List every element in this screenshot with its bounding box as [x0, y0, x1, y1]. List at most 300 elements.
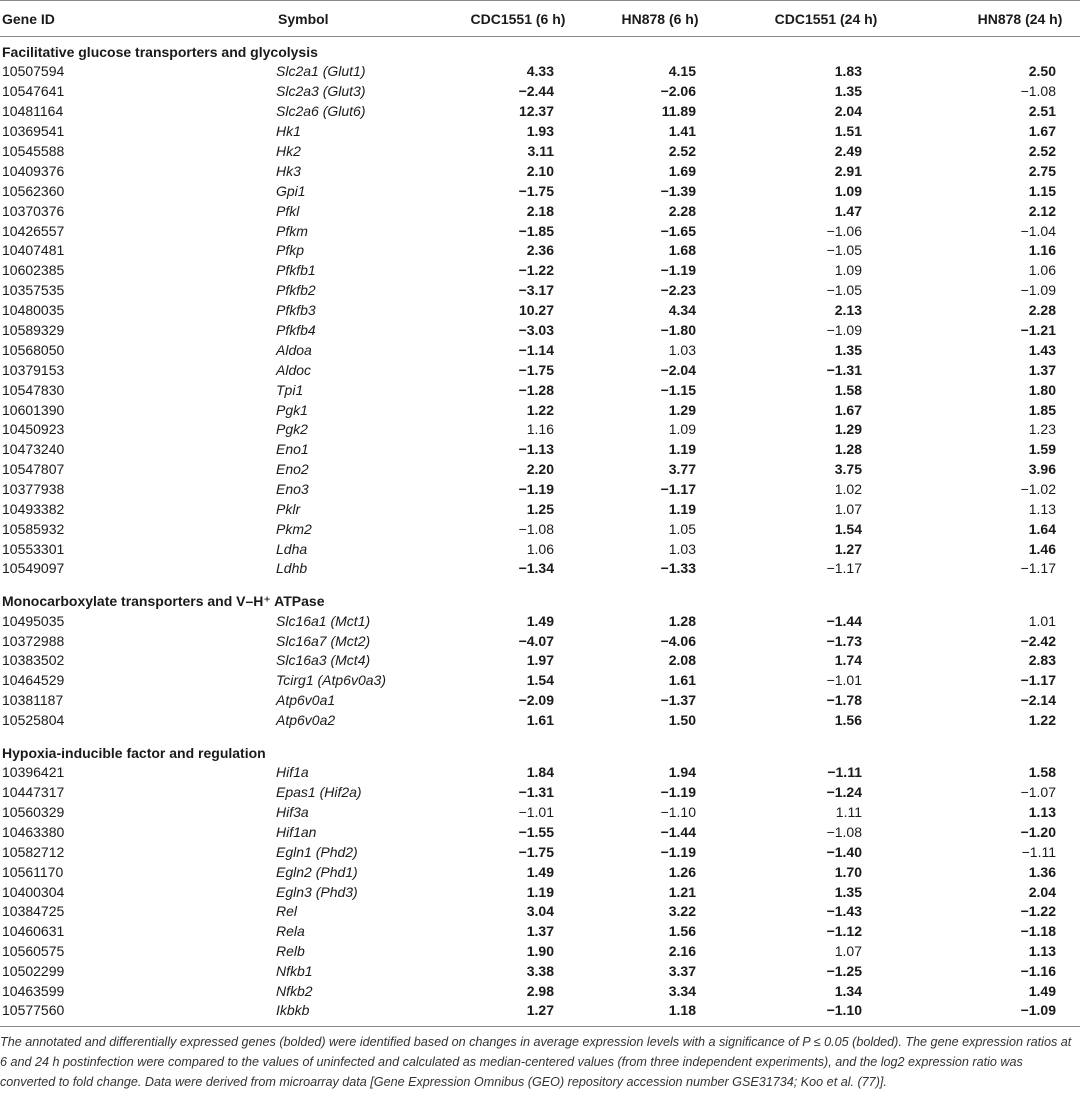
value-cell-cdc1551-24h: 1.47	[834, 202, 862, 219]
value-cell-hn878-24h: −1.21	[1020, 322, 1056, 339]
value-cell-hn878-6h: 3.77	[668, 461, 696, 478]
value-cell-cdc1551-24h: −1.78	[826, 692, 862, 709]
section-header-row	[0, 736, 1080, 763]
gene-id-cell: 10384725	[2, 903, 65, 920]
gene-id-cell: 10396421	[2, 764, 65, 781]
value-cell-hn878-6h: 3.37	[668, 963, 696, 980]
table-row	[0, 221, 1080, 241]
value-cell-cdc1551-24h: 1.27	[834, 540, 862, 557]
value-cell-hn878-24h: −1.16	[1020, 963, 1056, 980]
value-cell-cdc1551-6h: 3.11	[527, 143, 554, 159]
value-cell-cdc1551-24h: 1.07	[834, 943, 862, 960]
gene-id-cell: 10547807	[2, 461, 65, 478]
value-cell-hn878-24h: 1.59	[1028, 441, 1056, 458]
symbol-cell: Slc16a3 (Mct4)	[276, 652, 371, 669]
symbol-cell: Slc16a1 (Mct1)	[276, 612, 371, 629]
symbol-cell: Pklr	[276, 501, 301, 518]
value-cell-hn878-6h: 2.08	[668, 652, 696, 669]
value-cell-hn878-24h: −1.17	[1020, 672, 1056, 689]
value-cell-hn878-24h: 2.75	[1028, 162, 1056, 179]
value-cell-hn878-6h: 1.03	[668, 341, 696, 358]
gene-id-cell: 10409376	[2, 162, 65, 179]
value-cell-cdc1551-24h: 1.54	[834, 520, 862, 537]
table-row	[0, 241, 1080, 261]
value-cell-cdc1551-6h: −4.07	[518, 632, 554, 649]
value-cell-hn878-6h: −1.19	[660, 843, 696, 860]
gene-id-cell: 10480035	[2, 302, 65, 319]
value-cell-hn878-24h: 1.46	[1028, 540, 1056, 557]
gene-id-cell: 10383502	[2, 652, 65, 669]
value-cell-cdc1551-24h: −1.43	[826, 903, 862, 920]
section-title: Facilitative glucose transporters and glycolysis	[2, 44, 318, 60]
gene-id-cell: 10463599	[2, 982, 65, 999]
symbol-cell: Pfkp	[276, 242, 305, 259]
value-cell-cdc1551-6h: 1.61	[526, 711, 554, 728]
symbol-cell: Relb	[276, 943, 305, 960]
value-cell-cdc1551-6h: 1.37	[526, 923, 554, 940]
symbol-cell: Gpi1	[276, 182, 306, 199]
value-cell-hn878-6h: 1.29	[668, 401, 696, 418]
symbol-cell: Hif1a	[276, 764, 309, 781]
table-row	[0, 102, 1080, 122]
symbol-cell: Atp6v0a1	[276, 692, 336, 709]
gene-id-cell: 10560575	[2, 943, 65, 960]
value-cell-hn878-6h: 2.16	[668, 943, 696, 960]
symbol-cell: Aldoc	[276, 361, 312, 378]
value-cell-hn878-24h: 1.06	[1028, 262, 1056, 279]
table-row	[0, 360, 1080, 380]
value-cell-cdc1551-6h: 12.37	[518, 103, 554, 120]
value-cell-cdc1551-24h: −1.17	[826, 560, 862, 577]
value-cell-hn878-6h: 11.89	[661, 103, 696, 120]
gene-id-cell: 10379153	[2, 361, 65, 378]
value-cell-hn878-24h: 1.67	[1028, 123, 1056, 140]
value-cell-cdc1551-6h: 1.22	[526, 401, 554, 418]
table-row	[0, 962, 1080, 982]
value-cell-hn878-6h: 3.22	[668, 903, 696, 920]
symbol-cell: Ikbkb	[276, 1001, 454, 1027]
gene-id-cell: 10450923	[2, 421, 65, 438]
symbol-cell: Pfkl	[276, 202, 300, 219]
table-row	[0, 440, 1080, 460]
value-cell-hn878-6h: −1.19	[660, 262, 696, 279]
value-cell-cdc1551-24h: −1.24	[826, 784, 862, 801]
gene-id-cell: 10426557	[2, 222, 65, 239]
value-cell-cdc1551-24h: 2.91	[834, 162, 862, 179]
value-cell-cdc1551-6h: −1.22	[518, 262, 554, 279]
value-cell-hn878-24h: 2.12	[1028, 202, 1056, 219]
header-gene-id: Gene ID	[0, 1, 276, 37]
symbol-cell: Hif1an	[276, 823, 317, 840]
gene-id-cell: 10585932	[2, 520, 65, 537]
value-cell-hn878-6h: −2.23	[660, 282, 696, 299]
value-cell-hn878-24h: 2.51	[1028, 103, 1056, 120]
value-cell-hn878-6h: −2.06	[660, 83, 696, 100]
value-cell-hn878-24h: 1.13	[1028, 803, 1056, 820]
value-cell-hn878-6h: 1.61	[668, 672, 696, 689]
symbol-cell: Slc16a7 (Mct2)	[276, 632, 371, 649]
value-cell-cdc1551-24h: 1.07	[834, 501, 862, 518]
table-row	[0, 500, 1080, 520]
gene-id-cell: 10463380	[2, 823, 65, 840]
gene-id-cell: 10370376	[2, 202, 65, 219]
symbol-cell: Slc2a6 (Glut6)	[276, 103, 366, 120]
table-row	[0, 480, 1080, 500]
value-cell-hn878-6h: 3.34	[668, 982, 696, 999]
value-cell-hn878-6h: 1.26	[668, 863, 696, 880]
value-cell-cdc1551-6h: 2.20	[526, 461, 554, 478]
value-cell-hn878-24h: −1.04	[1020, 222, 1056, 239]
value-cell-hn878-6h: −4.06	[660, 632, 696, 649]
table-row	[0, 611, 1080, 631]
gene-id-cell: 10549097	[2, 560, 65, 577]
value-cell-cdc1551-6h: 2.10	[526, 162, 554, 179]
value-cell-hn878-24h: 1.16	[1028, 242, 1056, 259]
header-cdc1551-24h: CDC1551 (24 h)	[720, 1, 886, 37]
value-cell-cdc1551-6h: −1.55	[518, 823, 554, 840]
table-row	[0, 142, 1080, 162]
value-cell-hn878-6h: −1.37	[660, 692, 696, 709]
value-cell-hn878-6h: −1.65	[660, 222, 696, 239]
gene-id-cell: 10495035	[2, 612, 65, 629]
value-cell-cdc1551-6h: −1.08	[518, 520, 554, 537]
gene-id-cell: 10568050	[2, 341, 65, 358]
table-row	[0, 862, 1080, 882]
symbol-cell: Hif3a	[276, 803, 309, 820]
gene-id-cell: 10560329	[2, 803, 65, 820]
gene-id-cell: 10507594	[2, 63, 65, 80]
symbol-cell: Hk2	[276, 143, 301, 159]
value-cell-hn878-24h: 2.28	[1028, 302, 1056, 319]
value-cell-cdc1551-6h: 2.98	[526, 982, 554, 999]
value-cell-hn878-24h: 1.15	[1028, 182, 1056, 199]
table-body	[0, 37, 1080, 1027]
symbol-cell: Aldoa	[276, 341, 312, 358]
gene-id-cell: 10561170	[2, 863, 64, 880]
header-hn878-6h: HN878 (6 h)	[578, 1, 720, 37]
value-cell-hn878-6h: 1.09	[668, 421, 696, 438]
value-cell-cdc1551-24h: 1.51	[834, 123, 862, 140]
value-cell-hn878-6h: −1.80	[660, 322, 696, 339]
value-cell-cdc1551-6h: 2.36	[526, 242, 554, 259]
value-cell-cdc1551-6h: 2.18	[526, 202, 554, 219]
value-cell-cdc1551-6h: 10.27	[518, 302, 554, 319]
value-cell-cdc1551-24h: −1.05	[826, 242, 862, 259]
value-cell-cdc1551-6h: 4.33	[526, 63, 554, 80]
value-cell-cdc1551-6h: 1.19	[526, 883, 554, 900]
symbol-cell: Epas1 (Hif2a)	[276, 784, 362, 801]
table-row	[0, 122, 1080, 142]
value-cell-cdc1551-24h: 1.74	[834, 652, 862, 669]
value-cell-cdc1551-6h: 1.93	[526, 123, 554, 140]
gene-id-cell: 10493382	[2, 501, 65, 518]
value-cell-cdc1551-24h: 1.11	[835, 803, 862, 820]
value-cell-hn878-6h: 1.19	[668, 501, 696, 518]
value-cell-cdc1551-24h: −1.01	[826, 672, 862, 689]
value-cell-hn878-6h: 1.19	[668, 441, 696, 458]
header-row	[0, 1, 1080, 37]
table-row	[0, 460, 1080, 480]
gene-id-cell: 10481164	[2, 103, 64, 120]
table-row	[0, 671, 1080, 691]
gene-id-cell: 10547641	[2, 83, 65, 100]
value-cell-cdc1551-24h: −1.10	[720, 1001, 886, 1027]
gene-id-cell: 10562360	[2, 182, 65, 199]
value-cell-hn878-24h: −1.18	[1020, 923, 1056, 940]
value-cell-cdc1551-24h: 1.35	[834, 83, 862, 100]
value-cell-hn878-24h: 3.96	[1028, 461, 1056, 478]
value-cell-hn878-6h: 1.69	[668, 162, 696, 179]
gene-id-cell: 10582712	[2, 843, 65, 860]
symbol-cell: Rela	[276, 923, 305, 940]
value-cell-cdc1551-6h: −1.75	[518, 182, 554, 199]
table-row	[0, 631, 1080, 651]
value-cell-cdc1551-24h: −1.31	[826, 361, 862, 378]
value-cell-cdc1551-24h: 1.35	[834, 341, 862, 358]
symbol-cell: Pgk1	[276, 401, 308, 418]
value-cell-cdc1551-6h: −1.75	[518, 361, 554, 378]
value-cell-hn878-6h: 2.52	[668, 143, 696, 159]
value-cell-cdc1551-24h: 1.09	[834, 182, 862, 199]
gene-id-cell: 10381187	[2, 692, 64, 709]
table-row	[0, 902, 1080, 922]
value-cell-hn878-6h: 1.03	[668, 540, 696, 557]
table-row	[0, 982, 1080, 1002]
value-cell-cdc1551-24h: 1.34	[834, 982, 862, 999]
table-row	[0, 420, 1080, 440]
value-cell-cdc1551-24h: −1.12	[826, 923, 862, 940]
symbol-cell: Pfkfb1	[276, 262, 316, 279]
value-cell-hn878-24h: 2.83	[1028, 652, 1056, 669]
section-title: Monocarboxylate transporters and V–H⁺ ATPase	[2, 593, 325, 610]
value-cell-cdc1551-24h: 1.83	[834, 63, 862, 80]
value-cell-cdc1551-24h: 3.75	[834, 461, 862, 478]
value-cell-hn878-24h: 2.52	[1028, 143, 1056, 159]
value-cell-cdc1551-24h: −1.25	[826, 963, 862, 980]
symbol-cell: Nfkb2	[276, 982, 313, 999]
gene-id-cell: 10369541	[2, 123, 65, 140]
table-row	[0, 842, 1080, 862]
value-cell-cdc1551-24h: 1.02	[834, 481, 862, 498]
value-cell-cdc1551-24h: 1.09	[834, 262, 862, 279]
table-row	[0, 380, 1080, 400]
value-cell-cdc1551-6h: −1.13	[518, 441, 554, 458]
table-row	[0, 1001, 1080, 1027]
table-row	[0, 711, 1080, 736]
value-cell-cdc1551-24h: 2.04	[834, 103, 862, 120]
table-row	[0, 82, 1080, 102]
table-row	[0, 400, 1080, 420]
symbol-cell: Egln2 (Phd1)	[276, 863, 358, 880]
symbol-cell: Hk3	[276, 162, 301, 179]
value-cell-cdc1551-24h: −1.11	[827, 764, 862, 781]
value-cell-cdc1551-24h: 1.56	[834, 711, 862, 728]
symbol-cell: Pkm2	[276, 520, 312, 537]
value-cell-cdc1551-24h: 1.67	[834, 401, 862, 418]
symbol-cell: Ldha	[276, 540, 308, 557]
value-cell-cdc1551-24h: −1.09	[826, 322, 862, 339]
value-cell-cdc1551-6h: −1.01	[518, 803, 554, 820]
symbol-cell: Pfkfb4	[276, 322, 316, 339]
value-cell-cdc1551-6h: −1.19	[518, 481, 554, 498]
value-cell-cdc1551-6h: −3.03	[518, 322, 554, 339]
gene-id-cell: 10447317	[2, 784, 65, 801]
table-row	[0, 161, 1080, 181]
table-row	[0, 942, 1080, 962]
symbol-cell: Tcirg1 (Atp6v0a3)	[276, 672, 386, 689]
value-cell-hn878-24h: −1.11	[1021, 843, 1056, 860]
value-cell-hn878-6h: −1.19	[660, 784, 696, 801]
gene-id-cell: 10602385	[2, 262, 65, 279]
value-cell-cdc1551-6h: 1.16	[526, 421, 554, 438]
header-hn878-24h: HN878 (24 h)	[886, 1, 1080, 37]
value-cell-hn878-6h: 1.18	[578, 1001, 720, 1027]
table-row	[0, 763, 1080, 783]
value-cell-hn878-24h: 2.50	[1028, 63, 1056, 80]
value-cell-hn878-6h: −1.17	[660, 481, 696, 498]
value-cell-hn878-24h: −1.02	[1020, 481, 1056, 498]
value-cell-hn878-6h: 1.21	[668, 883, 696, 900]
value-cell-hn878-24h: −1.22	[1020, 903, 1056, 920]
gene-id-cell: 10407481	[2, 242, 65, 259]
value-cell-hn878-24h: −1.07	[1020, 784, 1056, 801]
gene-id-cell: 10372988	[2, 632, 65, 649]
gene-id-cell: 10545588	[2, 143, 65, 159]
table-row	[0, 301, 1080, 321]
value-cell-hn878-6h: 4.34	[668, 302, 696, 319]
value-cell-cdc1551-6h: 3.38	[526, 963, 554, 980]
symbol-cell: Slc2a1 (Glut1)	[276, 63, 366, 80]
table-row	[0, 539, 1080, 559]
value-cell-hn878-24h: 1.85	[1028, 401, 1056, 418]
value-cell-hn878-24h: −1.08	[1020, 83, 1056, 100]
value-cell-hn878-24h: 1.43	[1028, 341, 1056, 358]
gene-id-cell: 10473240	[2, 441, 65, 458]
value-cell-hn878-6h: 4.15	[668, 63, 696, 80]
symbol-cell: Ldhb	[276, 560, 308, 577]
symbol-cell: Atp6v0a2	[276, 711, 336, 728]
value-cell-hn878-6h: 1.28	[668, 612, 696, 629]
value-cell-hn878-6h: 1.41	[668, 123, 696, 140]
symbol-cell: Tpi1	[276, 381, 304, 398]
table-header	[0, 1, 1080, 37]
symbol-cell: Eno1	[276, 441, 309, 458]
value-cell-hn878-6h: 1.50	[668, 711, 696, 728]
section-header-row	[0, 37, 1080, 63]
value-cell-cdc1551-6h: 1.54	[526, 672, 554, 689]
symbol-cell: Nfkb1	[276, 963, 313, 980]
value-cell-cdc1551-24h: 1.70	[834, 863, 862, 880]
value-cell-cdc1551-6h: 1.25	[526, 501, 554, 518]
gene-id-cell: 10400304	[2, 883, 65, 900]
value-cell-cdc1551-6h: −1.14	[518, 341, 554, 358]
value-cell-hn878-24h: −1.17	[1020, 560, 1056, 577]
table-row	[0, 321, 1080, 341]
value-cell-cdc1551-6h: 1.97	[526, 652, 554, 669]
value-cell-hn878-24h: 1.36	[1028, 863, 1056, 880]
value-cell-hn878-24h: 1.13	[1028, 501, 1056, 518]
symbol-cell: Hk1	[276, 123, 301, 140]
value-cell-cdc1551-6h: −2.09	[518, 692, 554, 709]
value-cell-cdc1551-24h: 2.49	[834, 143, 862, 159]
section-header-row	[0, 584, 1080, 611]
value-cell-cdc1551-24h: −1.44	[826, 612, 862, 629]
value-cell-hn878-24h: −1.20	[1020, 823, 1056, 840]
value-cell-hn878-6h: 1.05	[668, 520, 696, 537]
value-cell-hn878-24h: 1.13	[1028, 943, 1056, 960]
value-cell-hn878-24h: 1.01	[1028, 612, 1056, 629]
value-cell-hn878-6h: −1.15	[660, 381, 696, 398]
value-cell-hn878-6h: −1.10	[660, 803, 696, 820]
table-footnote: The annotated and differentially expressed genes (bolded) were identified based on changes in average expression levels with a significance of P ≤ 0.05 (bolded). The gene expression ratios at 6 and 24 h postinfection were compared to the values of uninfected and calculated as median-centered values (from three independent experiments), and the log2 expression ratio was converted to fold change. Data were derived from microarray data [Gene Expression Omnibus (GEO) repository accession number GSE31734; Koo et al. (77)].	[0, 1035, 1072, 1089]
value-cell-cdc1551-24h: −1.40	[826, 843, 862, 860]
gene-id-cell: 10377938	[2, 481, 65, 498]
gene-id-cell: 10525804	[2, 711, 65, 728]
value-cell-cdc1551-6h: 1.27	[454, 1001, 578, 1027]
gene-id-cell: 10464529	[2, 672, 65, 689]
value-cell-cdc1551-6h: 1.84	[526, 764, 554, 781]
value-cell-hn878-24h: 1.23	[1028, 421, 1056, 438]
value-cell-hn878-6h: 1.56	[668, 923, 696, 940]
value-cell-cdc1551-6h: 1.90	[526, 943, 554, 960]
table-row	[0, 803, 1080, 823]
table-row	[0, 281, 1080, 301]
value-cell-cdc1551-6h: −1.75	[518, 843, 554, 860]
symbol-cell: Rel	[276, 903, 298, 920]
value-cell-hn878-6h: −2.04	[660, 361, 696, 378]
table-row	[0, 559, 1080, 584]
value-cell-hn878-6h: −1.39	[660, 182, 696, 199]
value-cell-cdc1551-24h: 2.13	[834, 302, 862, 319]
value-cell-hn878-24h: 1.64	[1028, 520, 1056, 537]
value-cell-cdc1551-6h: 1.49	[526, 863, 554, 880]
value-cell-cdc1551-24h: 1.29	[834, 421, 862, 438]
gene-id-cell: 10589329	[2, 322, 65, 339]
value-cell-cdc1551-6h: 3.04	[526, 903, 554, 920]
value-cell-cdc1551-24h: −1.05	[826, 282, 862, 299]
table-row	[0, 691, 1080, 711]
value-cell-cdc1551-6h: −1.34	[518, 560, 554, 577]
table-row	[0, 882, 1080, 902]
value-cell-cdc1551-24h: 1.35	[834, 883, 862, 900]
symbol-cell: Slc2a3 (Glut3)	[276, 83, 366, 100]
value-cell-cdc1551-6h: 1.06	[526, 540, 554, 557]
table-row	[0, 201, 1080, 221]
table-row	[0, 340, 1080, 360]
value-cell-cdc1551-6h: −1.31	[518, 784, 554, 801]
value-cell-hn878-24h: −1.09	[886, 1001, 1080, 1027]
table-row	[0, 519, 1080, 539]
table-row	[0, 922, 1080, 942]
section-title: Hypoxia-inducible factor and regulation	[2, 744, 266, 761]
value-cell-hn878-24h: 1.80	[1028, 381, 1056, 398]
symbol-cell: Pfkfb3	[276, 302, 316, 319]
value-cell-hn878-6h: 1.68	[668, 242, 696, 259]
value-cell-hn878-6h: −1.33	[660, 560, 696, 577]
symbol-cell: Eno2	[276, 461, 309, 478]
symbol-cell: Pgk2	[276, 421, 308, 438]
value-cell-cdc1551-6h: −3.17	[518, 282, 554, 299]
value-cell-cdc1551-6h: −1.28	[518, 381, 554, 398]
header-cdc1551-6h: CDC1551 (6 h)	[454, 1, 578, 37]
value-cell-hn878-6h: 2.28	[668, 202, 696, 219]
symbol-cell: Egln3 (Phd3)	[276, 883, 358, 900]
table-row	[0, 822, 1080, 842]
value-cell-hn878-6h: 1.94	[668, 764, 696, 781]
value-cell-hn878-24h: 2.04	[1028, 883, 1056, 900]
value-cell-hn878-24h: −2.42	[1020, 632, 1056, 649]
symbol-cell: Eno3	[276, 481, 309, 498]
